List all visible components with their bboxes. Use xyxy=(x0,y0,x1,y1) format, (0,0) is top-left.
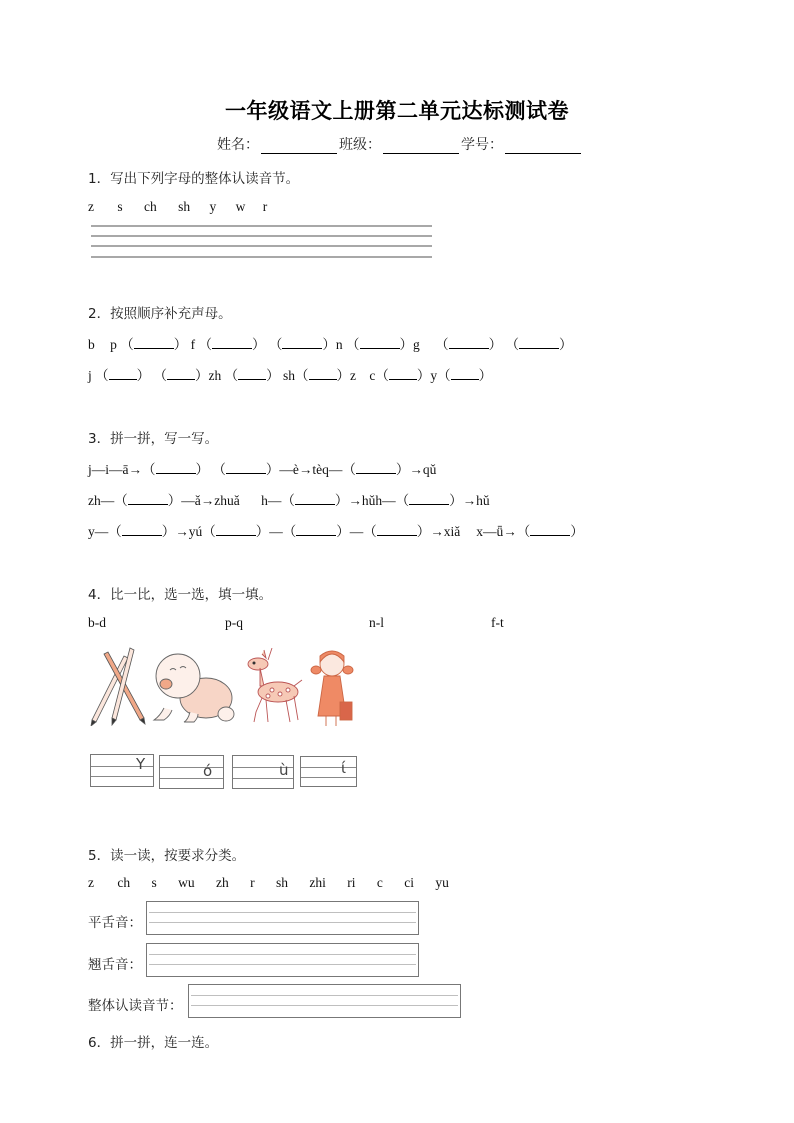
answer-blank[interactable]: （ ） xyxy=(142,462,209,477)
question-1-heading: 1．写出下列字母的整体认读音节。 xyxy=(88,171,300,187)
pinyin-hint: ɩ́ xyxy=(341,759,347,777)
question-4-heading: 4．比一比，选一选，填一填。 xyxy=(88,587,273,603)
retroflex-answer-box[interactable] xyxy=(146,943,419,977)
pair-b-d: b-d xyxy=(88,615,106,630)
class-label: 班级： xyxy=(339,137,381,153)
pinyin-text: — xyxy=(349,524,364,539)
deer-illustration xyxy=(244,648,304,728)
answer-blank[interactable]: （ ） xyxy=(342,462,410,477)
four-line-box-1[interactable] xyxy=(90,754,154,787)
letter: y xyxy=(209,199,217,214)
pair-f-t: f-t xyxy=(491,615,504,630)
pinyin-hint: ó xyxy=(203,762,213,780)
initial: b xyxy=(88,337,95,352)
whole-syllable-answer-box[interactable] xyxy=(188,984,461,1018)
student-info-row xyxy=(217,134,583,154)
answer-blank[interactable]: （ ） xyxy=(108,524,176,539)
answer-blank[interactable]: （ ） xyxy=(435,337,503,352)
initial: z xyxy=(350,368,357,383)
question-3-row-1 xyxy=(88,458,436,478)
answer-blank[interactable]: （ ） xyxy=(120,337,188,352)
writing-line xyxy=(91,225,432,227)
pinyin-text: —ǎ→zhuǎ xyxy=(181,493,240,508)
syllable: wu xyxy=(178,875,195,890)
writing-line xyxy=(91,235,432,237)
question-1-letters xyxy=(88,199,267,215)
syllable: c xyxy=(376,875,383,890)
initial: zh xyxy=(208,368,222,383)
answer-blank[interactable]: （ ） xyxy=(395,493,463,508)
flat-tongue-answer-box[interactable] xyxy=(146,901,419,935)
question-5-syllables xyxy=(88,875,449,891)
syllable: zh xyxy=(216,875,229,890)
pinyin-text: h— xyxy=(261,493,282,508)
pinyin-text: y— xyxy=(88,524,109,539)
answer-blank[interactable]: （ ） xyxy=(346,337,413,352)
syllable: yu xyxy=(435,875,449,890)
pinyin-hint: ù xyxy=(279,761,289,779)
question-6-heading: 6．拼一拼，连一连。 xyxy=(88,1035,219,1051)
syllable: sh xyxy=(276,875,289,890)
pinyin-text: zh— xyxy=(88,493,115,508)
four-line-box-2[interactable] xyxy=(159,755,224,789)
pinyin-text: →qǔ xyxy=(409,462,437,477)
initial: n xyxy=(335,337,343,352)
writing-line xyxy=(91,245,432,247)
question-2-row-1 xyxy=(88,333,573,353)
student-id-label: 学号： xyxy=(461,137,503,153)
initial: j xyxy=(88,368,92,383)
answer-blank[interactable]: （ ） xyxy=(295,368,351,383)
pair-n-l: n-l xyxy=(369,615,384,630)
flat-tongue-label: 平舌音： xyxy=(88,915,142,931)
syllable: ch xyxy=(117,875,131,890)
pinyin-text: — xyxy=(269,524,283,539)
name-field[interactable] xyxy=(261,139,337,154)
question-3-heading: 3．拼一拼，写一写。 xyxy=(88,431,219,447)
answer-blank[interactable]: （ ） xyxy=(375,368,431,383)
letter: r xyxy=(262,199,268,214)
initial: f xyxy=(190,337,196,352)
letter: sh xyxy=(178,199,191,214)
syllable: r xyxy=(250,875,255,890)
pinyin-text: →xiǎ xyxy=(430,524,461,539)
initial: c xyxy=(369,368,376,383)
letter: z xyxy=(88,199,94,214)
answer-blank[interactable]: （ ） xyxy=(281,493,349,508)
retroflex-label: 翘舌音： xyxy=(88,957,142,973)
answer-blank[interactable]: （ ） xyxy=(114,493,182,508)
initial: g xyxy=(413,337,420,352)
pinyin-text: →yú xyxy=(175,524,203,539)
question-3-row-2 xyxy=(88,489,490,509)
four-line-box-4[interactable] xyxy=(300,756,357,787)
syllable: zhi xyxy=(309,875,326,890)
question-2-row-2 xyxy=(88,364,492,384)
letter: w xyxy=(235,199,246,214)
pinyin-hint: Y xyxy=(136,755,146,773)
answer-blank[interactable]: （ ） xyxy=(202,524,270,539)
baby-illustration xyxy=(150,650,236,726)
page-title: 一年级语文上册第二单元达标测试卷 xyxy=(225,99,569,123)
initial: y xyxy=(430,368,438,383)
answer-blank[interactable]: （ ） xyxy=(224,368,280,383)
pair-p-q: p-q xyxy=(225,615,243,630)
syllable: z xyxy=(88,875,94,890)
answer-blank[interactable]: （ ） xyxy=(505,337,573,352)
pinyin-text: x—ǖ→ xyxy=(476,524,517,539)
answer-blank[interactable]: （ ） xyxy=(268,337,336,352)
answer-blank[interactable]: （ ） xyxy=(516,524,584,539)
letter: ch xyxy=(144,199,157,214)
answer-blank[interactable]: （ ） xyxy=(282,524,350,539)
question-5-heading: 5．读一读，按要求分类。 xyxy=(88,848,246,864)
pinyin-text: j—i—ā→ xyxy=(88,462,142,477)
answer-blank[interactable]: （ ） xyxy=(363,524,431,539)
answer-blank[interactable]: （ ） xyxy=(95,368,151,383)
initial: sh xyxy=(283,368,296,383)
question-3-row-3 xyxy=(88,520,584,540)
question-2-heading: 2．按照顺序补充声母。 xyxy=(88,306,232,322)
writing-line xyxy=(91,256,432,258)
initial: p xyxy=(110,337,117,352)
pinyin-text: →hǔh— xyxy=(348,493,396,508)
syllable: ci xyxy=(404,875,415,890)
answer-blank[interactable]: （ ） xyxy=(437,368,493,383)
four-line-box-3[interactable] xyxy=(232,755,294,789)
student-id-field[interactable] xyxy=(505,139,581,154)
name-label: 姓名： xyxy=(217,137,259,153)
answer-blank[interactable]: （ ） xyxy=(153,368,209,383)
whole-syllable-label: 整体认读音节： xyxy=(88,998,183,1014)
pinyin-text: —è→tèq— xyxy=(279,462,343,477)
letter: s xyxy=(117,199,123,214)
syllable: ri xyxy=(347,875,356,890)
syllable: s xyxy=(151,875,157,890)
answer-blank[interactable]: （ ） xyxy=(212,462,280,477)
class-field[interactable] xyxy=(383,139,459,154)
pencils-illustration xyxy=(88,646,148,726)
answer-blank[interactable]: （ ） xyxy=(198,337,266,352)
pinyin-text: →hǔ xyxy=(462,493,490,508)
girl-illustration xyxy=(310,646,360,730)
